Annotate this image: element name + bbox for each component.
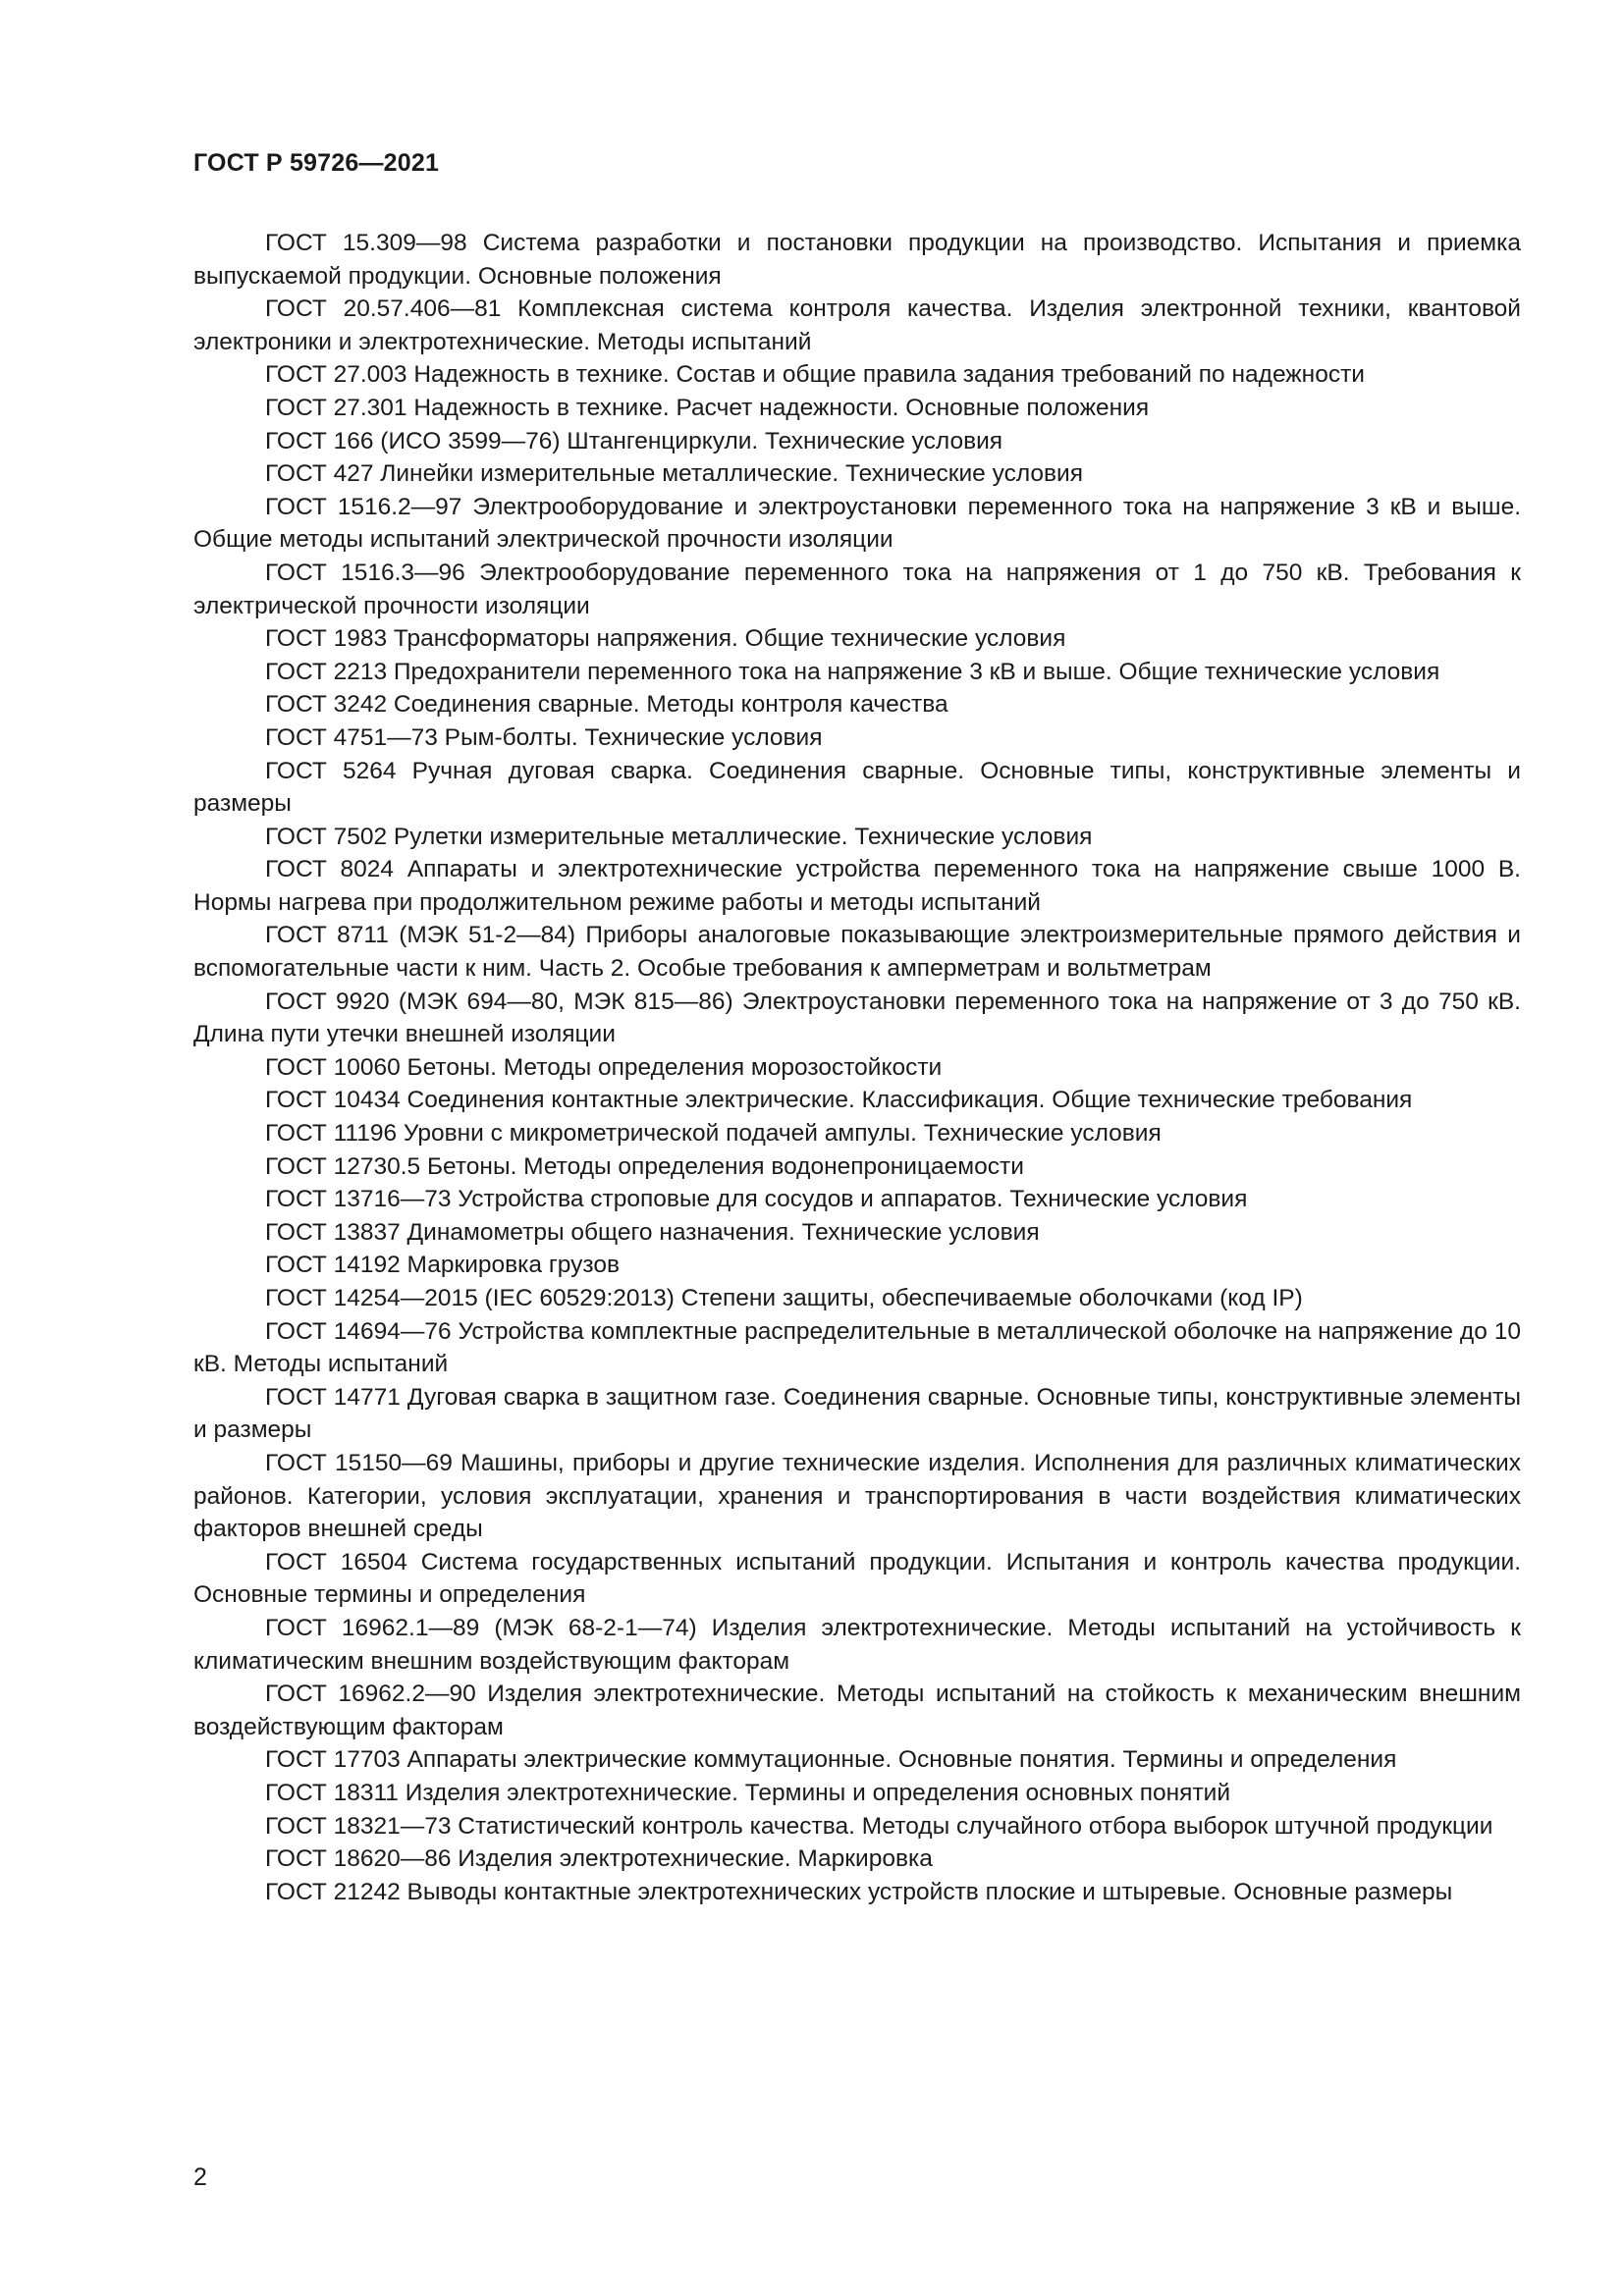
- reference-item: ГОСТ 166 (ИСО 3599—76) Штангенциркули. Технические условия: [265, 427, 1003, 454]
- reference-item: ГОСТ 427 Линейки измерительные металлические. Технические условия: [265, 460, 1083, 488]
- reference-item: ГОСТ 15150—69 Машины, приборы и другие технические изделия. Исполнения для различных климатических районов. Категории, условия эксплуатации, хранения и транспортирования в части воздействия климатических факторов внешней среды: [193, 1449, 1521, 1543]
- reference-item: ГОСТ 8024 Аппараты и электротехнические устройства переменного тока на напряжение свыше 1000 В. Нормы нагрева при продолжительном режиме работы и методы испытаний: [193, 856, 1521, 916]
- reference-item: ГОСТ 14771 Дуговая сварка в защитном газе. Соединения сварные. Основные типы, конструктивные элементы и размеры: [193, 1383, 1521, 1444]
- reference-item: ГОСТ 27.003 Надежность в технике. Состав и общие правила задания требований по надежности: [265, 361, 1365, 389]
- reference-item: ГОСТ 12730.5 Бетоны. Методы определения водонепроницаемости: [265, 1152, 1024, 1180]
- reference-item: ГОСТ 10434 Соединения контактные электрические. Классификация. Общие технические требования: [265, 1087, 1413, 1114]
- reference-item: ГОСТ 27.301 Надежность в технике. Расчет надежности. Основные положения: [265, 394, 1150, 421]
- reference-item: ГОСТ 1983 Трансформаторы напряжения. Общие технические условия: [265, 625, 1066, 653]
- reference-item: ГОСТ 16962.1—89 (МЭК 68-2-1—74) Изделия электротехнические. Методы испытаний на устойчивость к климатическим внешним воздействующим факторам: [193, 1614, 1521, 1675]
- reference-item: ГОСТ 10060 Бетоны. Методы определения морозостойкости: [265, 1053, 943, 1081]
- reference-item: ГОСТ 7502 Рулетки измерительные металлические. Технические условия: [265, 823, 1093, 850]
- reference-item: ГОСТ 20.57.406—81 Комплексная система контроля качества. Изделия электронной техники, квантовой электроники и электротехнические. Методы испытаний: [193, 295, 1521, 355]
- reference-item: ГОСТ 3242 Соединения сварные. Методы контроля качества: [265, 691, 948, 719]
- reference-item: ГОСТ 14192 Маркировка грузов: [265, 1252, 620, 1279]
- page-header-standard-code: ГОСТ Р 59726—2021: [193, 149, 440, 177]
- reference-item: ГОСТ 9920 (МЭК 694—80, МЭК 815—86) Электроустановки переменного тока на напряжение от 3 до 750 кВ. Длина пути утечки внешней изоляции: [193, 988, 1521, 1048]
- reference-item: ГОСТ 16504 Система государственных испытаний продукции. Испытания и контроль качества продукции. Основные термины и определения: [193, 1548, 1521, 1609]
- reference-item: ГОСТ 15.309—98 Система разработки и постановки продукции на производство. Испытания и приемка выпускаемой продукции. Основные положения: [193, 230, 1521, 290]
- reference-item: ГОСТ 17703 Аппараты электрические коммутационные. Основные понятия. Термины и определения: [265, 1746, 1397, 1774]
- reference-item: ГОСТ 21242 Выводы контактные электротехнических устройств плоские и штыревые. Основные размеры: [265, 1878, 1453, 1905]
- reference-item: ГОСТ 11196 Уровни с микрометрической подачей ампулы. Технические условия: [265, 1120, 1162, 1148]
- normative-references-list: [193, 227, 1521, 1908]
- reference-item: ГОСТ 5264 Ручная дуговая сварка. Соединения сварные. Основные типы, конструктивные элементы и размеры: [193, 757, 1521, 818]
- reference-item: ГОСТ 4751—73 Рым-болты. Технические условия: [265, 723, 823, 751]
- reference-item: ГОСТ 8711 (МЭК 51-2—84) Приборы аналоговые показывающие электроизмерительные прямого действия и вспомогательные части к ним. Часть 2. Особые требования к амперметрам и вольтметрам: [193, 922, 1521, 983]
- reference-item: ГОСТ 14694—76 Устройства комплектные распределительные в металлической оболочке на напряжение до 10 кВ. Методы испытаний: [193, 1317, 1521, 1378]
- reference-item: ГОСТ 18311 Изделия электротехнические. Термины и определения основных понятий: [265, 1779, 1231, 1806]
- reference-item: ГОСТ 13837 Динамометры общего назначения. Технические условия: [265, 1218, 1040, 1246]
- reference-item: ГОСТ 1516.3—96 Электрооборудование переменного тока на напряжения от 1 до 750 кВ. Требования к электрической прочности изоляции: [193, 559, 1521, 619]
- reference-item: ГОСТ 18620—86 Изделия электротехнические. Маркировка: [265, 1845, 933, 1873]
- reference-item: ГОСТ 16962.2—90 Изделия электротехнические. Методы испытаний на стойкость к механическим внешним воздействующим факторам: [193, 1681, 1521, 1740]
- reference-item: ГОСТ 13716—73 Устройства строповые для сосудов и аппаратов. Технические условия: [265, 1186, 1248, 1213]
- page-number: 2: [193, 2163, 207, 2191]
- reference-item: ГОСТ 18321—73 Статистический контроль качества. Методы случайного отбора выборок штучной продукции: [265, 1812, 1493, 1840]
- reference-item: ГОСТ 2213 Предохранители переменного тока на напряжение 3 кВ и выше. Общие технические условия: [265, 658, 1440, 685]
- reference-item: ГОСТ 1516.2—97 Электрооборудование и электроустановки переменного тока на напряжение 3 кВ и выше. Общие методы испытаний электрической прочности изоляции: [193, 493, 1521, 554]
- reference-item: ГОСТ 14254—2015 (IEC 60529:2013) Степени защиты, обеспечиваемые оболочками (код IP): [265, 1285, 1303, 1311]
